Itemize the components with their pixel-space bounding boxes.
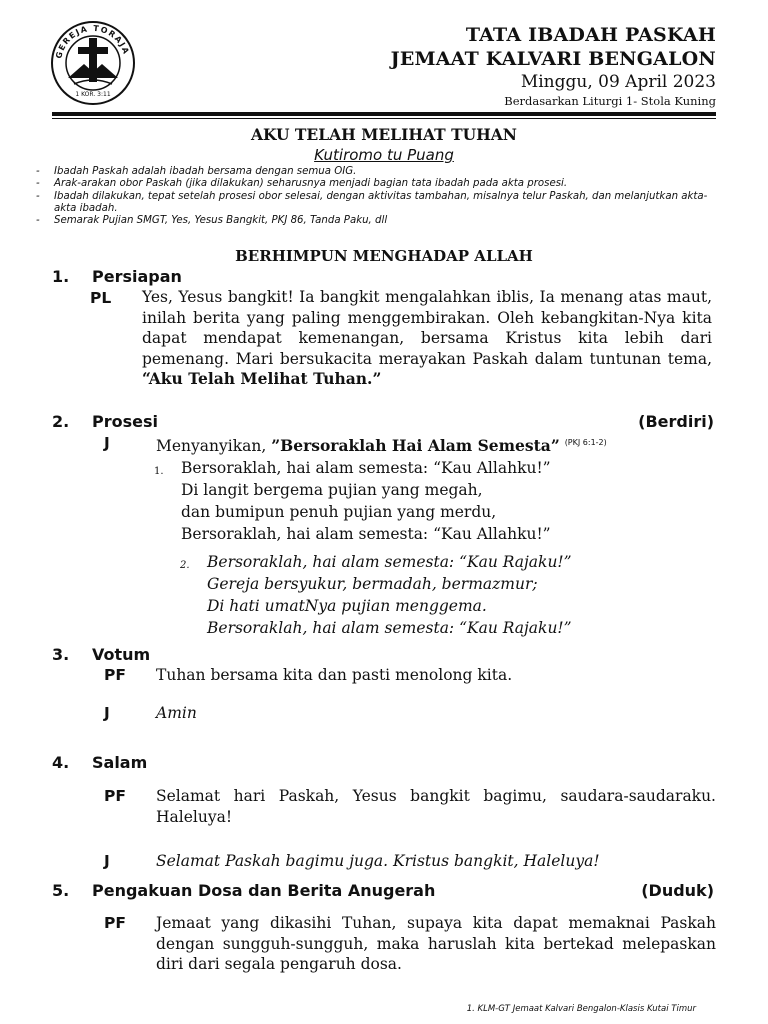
logo-verse: 1 KOR. 3:11 [75,91,111,98]
theme-subtitle: Kutiromo tu Puang [314,146,454,164]
note-item: - Ibadah dilakukan, tepat setelah prosesi obor selesai, dengan aktivitas tambahan, misalnya telur Paskah, dan melanjutkan akta-akta ibadah. [36,190,708,214]
role-label: PF [104,787,126,805]
role-label: PF [104,666,126,684]
section-prosesi: 2. Prosesi (Berdiri) [52,412,714,431]
section-title: Salam [92,753,148,772]
salam-j [52,851,716,873]
votum-j [52,703,716,725]
verse-line: Gereja bersyukur, bermadah, bermazmur; [207,575,538,593]
note-item: - Arak-arakan obor Paskah (jika dilakukan) seharusnya menjadi bagian tata ibadah pada akta prosesi. [36,178,568,190]
verse-line: Bersoraklah, hai alam semesta: “Kau Allahku!” [181,525,551,543]
verse-line: Bersoraklah, hai alam semesta: “Kau Allahku!” [181,459,551,477]
section-votum: 3. Votum [52,645,151,664]
pengakuan-pf [52,913,716,977]
posture-label: (Duduk) [641,881,714,900]
logo-ring-text: GEREJA TORAJA [54,23,131,60]
salam-pf [52,786,716,830]
section-pengakuan-dosa: 5. Pengakuan Dosa dan Berita Anugerah (Duduk) [52,881,714,900]
congregation-name: JEMAAT KALVARI BENGALON [390,48,716,70]
role-label: J [104,852,110,870]
header-rule-thin [52,118,716,119]
verse-line: Di langit bergema pujian yang megah, [181,481,483,499]
verse-line: Di hati umatNya pujian menggema. [207,597,487,615]
song-verse-1: 1. Bersoraklah, hai alam semesta: “Kau Allahku!” Di langit bergema pujian yang megah, dan bumipun penuh pujian yang merdu, Bersoraklah, hai alam semesta: “Kau Allahku!” [154,459,551,543]
role-label: PL [90,289,112,307]
section-title: Persiapan [92,267,182,286]
note-item: - Semarak Pujian SMGT, Yes, Yesus Bangkit, PKJ 86, Tanda Paku, dll [36,215,388,227]
church-logo [50,20,136,106]
notes-list [36,166,720,227]
doc-title: TATA IBADAH PASKAH [465,24,716,46]
section-title: Pengakuan Dosa dan Berita Anugerah [92,881,436,900]
posture-label: (Berdiri) [638,412,714,431]
persiapan-pl [52,287,716,397]
role-label: J [104,704,110,722]
part-title: BERHIMPUN MENGHADAP ALLAH [235,247,533,265]
liturgy-note: Berdasarkan Liturgi 1- Stola Kuning [504,94,716,108]
prosesi-j [52,433,716,457]
role-label: J [104,434,110,452]
liturgy-text: Yes, Yesus bangkit! Ia bangkit mengalahkan iblis, Ia menang atas maut, inilah berita yang paling menggembirakan. Oleh kebangkitan-Nya kita dapat mendapat kemenangan, bersama Kristus kita lebih dari pemenang. Mari bersukacita merayakan Paskah dalam tuntunan tema, “Aku Telah Melihat Tuhan.” [142,288,712,388]
liturgy-text: Jemaat yang dikasihi Tuhan, supaya kita dapat memaknai Paskah dengan sungguh-sungguh, maka haruslah kita bertekad melepaskan diri dari segala pengaruh dosa. [156,914,716,973]
verse-line: Bersoraklah, hai alam semesta: “Kau Rajaku!” [207,553,572,571]
verse-line: Bersoraklah, hai alam semesta: “Kau Rajaku!” [207,619,572,637]
liturgy-text: Selamat hari Paskah, Yesus bangkit bagimu, saudara-saudaraku. Haleluya! [156,787,716,826]
page-footer: 1. KLM-GT Jemaat Kalvari Bengalon-Klasis Kutai Timur [466,1004,696,1014]
song-verse-2: 2. Bersoraklah, hai alam semesta: “Kau Rajaku!” Gereja bersyukur, bermadah, bermazmur; Di hati umatNya pujian menggema. Bersoraklah, hai alam semesta: “Kau Rajaku!” [180,553,572,637]
role-label: PF [104,914,126,932]
votum-pf [52,665,716,687]
theme-title: AKU TELAH MELIHAT TUHAN [251,125,517,144]
section-title: Votum [92,645,151,664]
section-salam: 4. Salam [52,753,148,772]
liturgy-text: Amin [156,704,197,722]
service-date: Minggu, 09 April 2023 [520,72,716,92]
liturgy-text: Selamat Paskah bagimu juga. Kristus bangkit, Haleluya! [156,852,600,870]
song-line: Menyanyikan, ”Bersoraklah Hai Alam Semesta” $^{(PKJ 6:1-2)}$ [156,436,607,455]
verse-line: dan bumipun penuh pujian yang merdu, [181,503,497,521]
section-title: Prosesi [92,412,158,431]
note-item: - Ibadah Paskah adalah ibadah bersama dengan semua OIG. [36,166,357,177]
header-rule-thick [52,112,716,116]
liturgy-text: Tuhan bersama kita dan pasti menolong kita. [156,666,513,684]
section-persiapan: 1. Persiapan [52,267,182,286]
